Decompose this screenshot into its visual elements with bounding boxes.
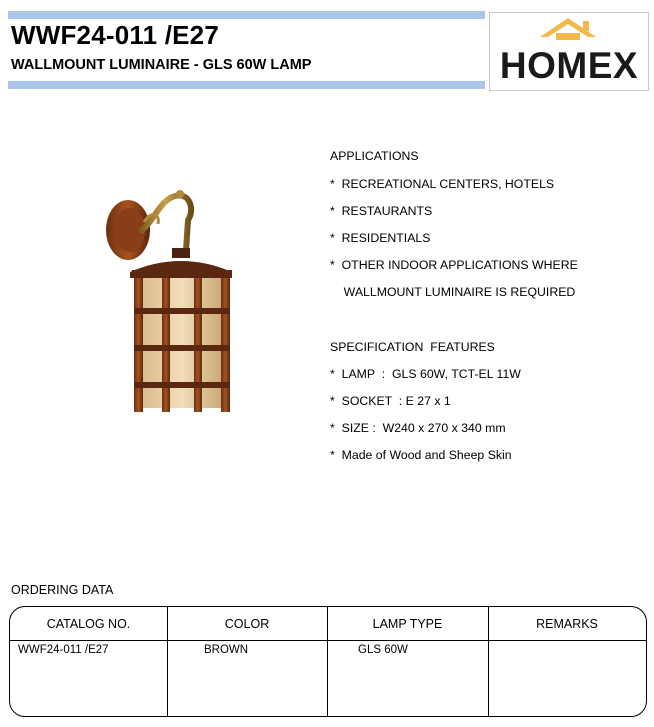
specification-item: * SIZE : W240 x 270 x 340 mm — [330, 421, 506, 435]
header-top-bar — [8, 11, 485, 19]
applications-item: WALLMOUNT LUMINAIRE IS REQUIRED — [330, 285, 576, 299]
svg-text:HOMEX: HOMEX — [499, 45, 639, 86]
cell-color: BROWN — [204, 644, 249, 656]
ordering-data-heading: ORDERING DATA — [11, 583, 114, 597]
column-header-catalog: CATALOG NO. — [46, 617, 131, 631]
applications-item: * RESTAURANTS — [330, 204, 433, 218]
column-header-remarks: REMARKS — [536, 617, 598, 631]
specification-item: * SOCKET : E 27 x 1 — [330, 394, 451, 408]
ordering-table — [9, 606, 647, 717]
specification-item: * Made of Wood and Sheep Skin — [330, 448, 512, 462]
applications-item: * RESIDENTIALS — [330, 231, 431, 245]
column-header-color: COLOR — [224, 617, 270, 631]
applications-item: * OTHER INDOOR APPLICATIONS WHERE — [330, 258, 578, 272]
header-bottom-bar — [8, 81, 485, 89]
applications-heading: APPLICATIONS — [330, 149, 419, 163]
cell-catalog-no: WWF24-011 /E27 — [18, 644, 109, 656]
product-photo — [100, 170, 260, 425]
product-code-title: WWF24-011 /E27 — [11, 20, 219, 50]
specification-heading: SPECIFICATION FEATURES — [330, 340, 495, 354]
column-header-lamp-type: LAMP TYPE — [372, 617, 443, 631]
cell-lamp-type: GLS 60W — [358, 644, 408, 656]
specification-item: * LAMP : GLS 60W, TCT-EL 11W — [330, 367, 521, 381]
header-divider — [10, 640, 646, 641]
applications-item: * RECREATIONAL CENTERS, HOTELS — [330, 177, 555, 191]
homex-logo — [489, 12, 649, 91]
product-subtitle: WALLMOUNT LUMINAIRE - GLS 60W LAMP — [11, 57, 312, 73]
